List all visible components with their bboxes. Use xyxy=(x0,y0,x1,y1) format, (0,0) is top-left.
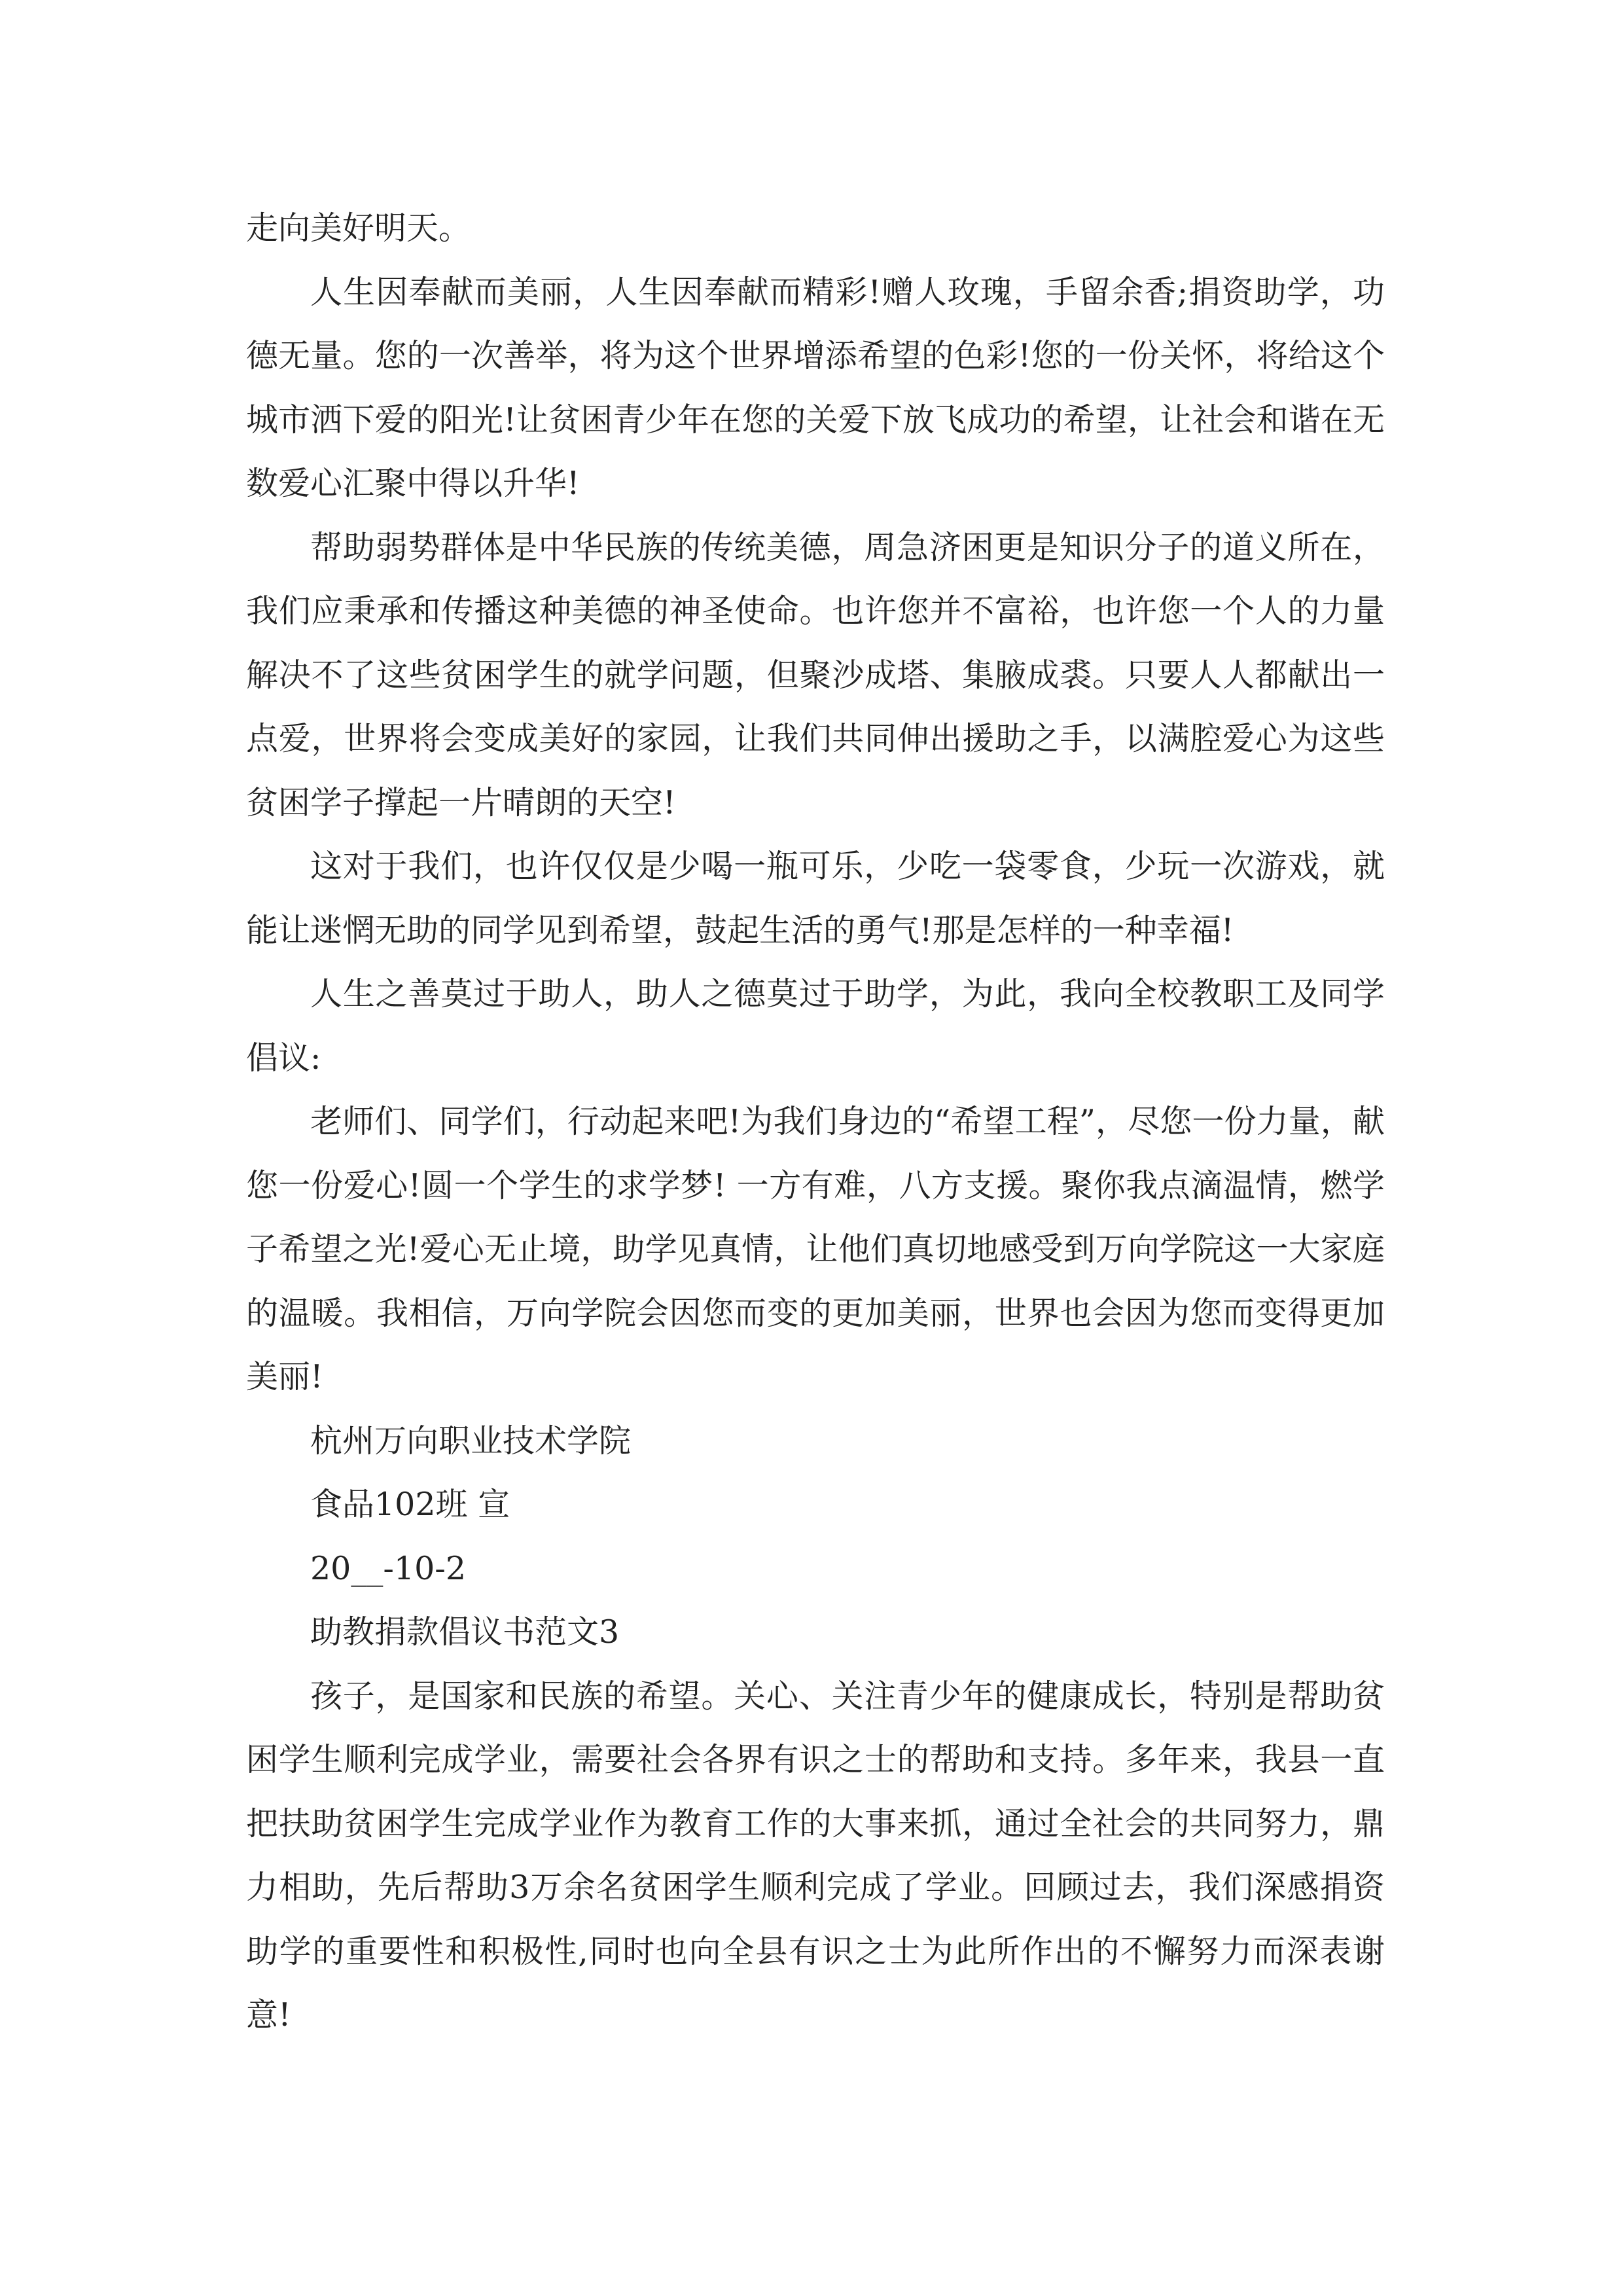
paragraph-continuation: 走向美好明天。 xyxy=(246,209,471,247)
document-body xyxy=(246,196,1385,2047)
paragraph-proposal: 人生之善莫过于助人，助人之德莫过于助学，为此，我向全校教职工及同学倡议: xyxy=(246,975,1385,1077)
section-title: 助教捐款倡议书范文3 xyxy=(310,1613,620,1651)
paragraph-dedication: 人生因奉献而美丽，人生因奉献而精彩!赠人玫瑰，手留余香;捐资助学，功德无量。您的一次善举，将为这个世界增添希望的色彩!您的一份关怀，将给这个城市洒下爱的阳光!让贫困青少年在您的关爱下放飞成功的希望，让社会和谐在无数爱心汇聚中得以升华! xyxy=(246,273,1385,502)
signature-date: 20__-10-2 xyxy=(310,1549,466,1587)
signature-class: 食品102班 宣 xyxy=(310,1486,510,1523)
paragraph-virtue: 帮助弱势群体是中华民族的传统美德，周急济困更是知识分子的道义所在，我们应秉承和传播这种美德的神圣使命。也许您并不富裕，也许您一个人的力量解决不了这些贫困学生的就学问题，但聚沙成塔、集腋成裘。只要人人都献出一点爱，世界将会变成美好的家园，让我们共同伸出援助之手，以满腔爱心为这些贫困学子撑起一片晴朗的天空! xyxy=(246,528,1385,821)
paragraph-small-sacrifice: 这对于我们，也许仅仅是少喝一瓶可乐，少吃一袋零食，少玩一次游戏，就能让迷惘无助的同学见到希望，鼓起生活的勇气!那是怎样的一种幸福! xyxy=(246,848,1385,949)
signature-organization: 杭州万向职业技术学院 xyxy=(310,1422,632,1460)
paragraph-section-intro: 孩子，是国家和民族的希望。关心、关注青少年的健康成长，特别是帮助贫困学生顺利完成学业，需要社会各界有识之士的帮助和支持。多年来，我县一直把扶助贫困学生完成学业作为教育工作的大事来抓，通过全社会的共同努力，鼎力相助，先后帮助3万余名贫困学生顺利完成了学业。回顾过去，我们深感捐资助学的重要性和积极性,同时也向全县有识之士为此所作出的不懈努力而深表谢意! xyxy=(246,1677,1385,2034)
paragraph-call-to-action: 老师们、同学们，行动起来吧!为我们身边的“希望工程”，尽您一份力量，献您一份爱心!圆一个学生的求学梦! 一方有难，八方支援。聚你我点滴温情，燃学子希望之光!爱心无止境，助学见真情，让他们真切地感受到万向学院这一大家庭的温暖。我相信，万向学院会因您而变的更加美丽，世界也会因为您而变得更加美丽! xyxy=(246,1103,1385,1395)
